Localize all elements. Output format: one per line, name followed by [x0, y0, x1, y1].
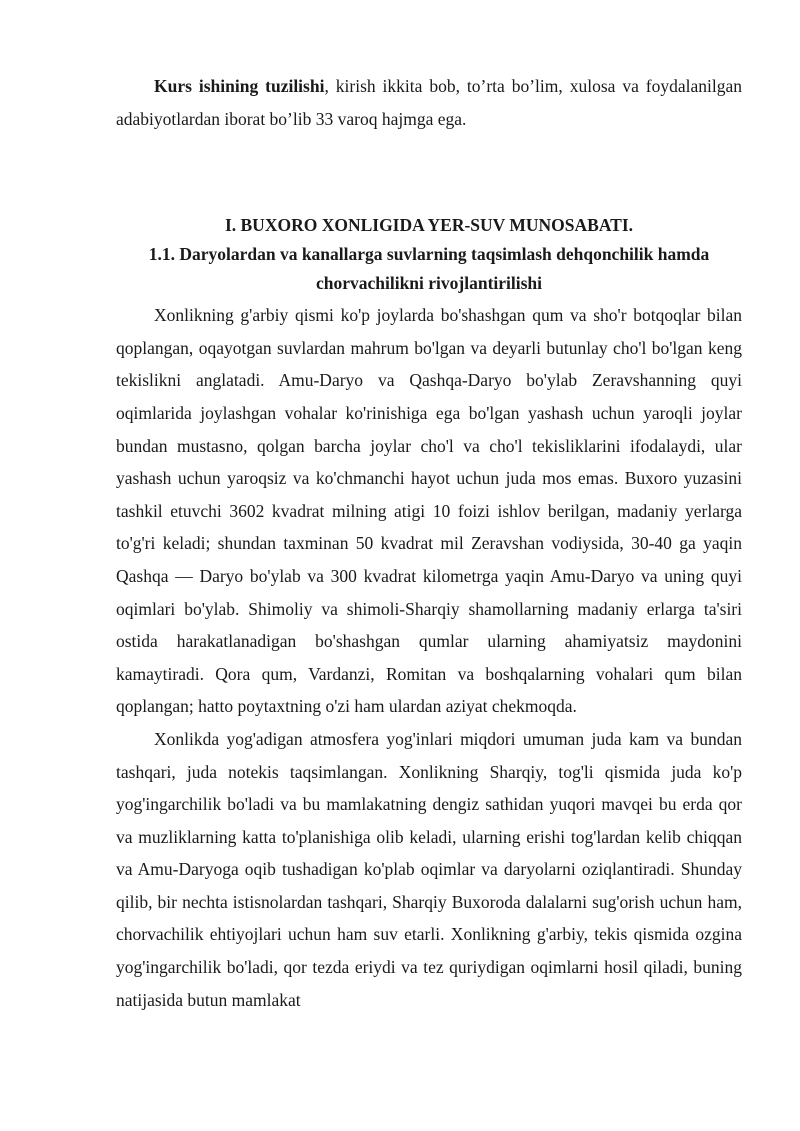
body-paragraph-1: Xonlikning g'arbiy qismi ko'p joylarda bo'shashgan qum va sho'r botqoqlar bilan qoplangan, oqayotgan suvlardan mahrum bo'lgan va deyarli butunlay cho'l bo'lgan keng tekislikni anglatadi. Amu-Daryo va Qashqa-Daryo bo'ylab Zeravshanning quyi oqimlarida joylashgan vohalar ko'rinishiga ega bo'lgan yashash uchun yaroqli joylar bundan mustasno, qolgan barcha joylar cho'l va cho'l tekisliklarini ifodalaydi, ular yashash uchun yaroqsiz va ko'chmanchi hayot uchun juda mos emas. Buxoro yuzasini tashkil etuvchi 3602 kvadrat milning atigi 10 foizi ishlov berilgan, madaniy yerlarga to'g'ri keladi; shundan taxminan 50 kvadrat mil Zeravshan vodiysida, 30-40 ga yaqin Qashqa — Daryo bo'ylab va 300 kvadrat kilometrga yaqin Amu-Daryo va uning quyi oqimlari bo'ylab. Shimoliy va shimoli-Sharqiy shamollarning madaniy erlarga ta'siri ostida harakatlanadigan bo'shashgan qumlar ularning ahamiyatsiz maydonini kamaytiradi. Qora qum, Vardanzi, Romitan va boshqalarning vohalari qum bilan qoplangan; hatto poytaxtning o'zi ham ulardan aziyat chekmoqda.	[116, 305, 742, 717]
intro-paragraph	[116, 70, 742, 135]
intro-text: , kirish ikkita bob, to’rta bo’lim, xulosa va foydalanilgan adabiyotlardan iborat bo’lib 33 varoq hajmga ega.	[116, 76, 742, 129]
chapter-title: I. BUXORO XONLIGIDA YER-SUV MUNOSABATI.	[224, 215, 634, 236]
intro-bold-lead: Kurs ishining tuzilishi	[154, 76, 325, 96]
section-title: 1.1. Daryolardan va kanallarga suvlarning taqsimlash dehqonchilik hamda chorvachilikni rivojlantirilishi	[148, 244, 710, 294]
document-page	[116, 70, 742, 1016]
body-paragraph-2: Xonlikda yog'adigan atmosfera yog'inlari miqdori umuman juda kam va bundan tashqari, juda notekis taqsimlangan. Xonlikning Sharqiy, tog'li qismida juda ko'p yog'ingarchilik bo'ladi va bu mamlakatning dengiz sathidan yuqori mavqei bu erda qor va muzliklarning katta to'planishiga olib keladi, ularning erishi tog'lardan kelib chiqqan va Amu-Daryoga oqib tushadigan ko'plab oqimlar va daryolarni oziqlantiradi. Shunday qilib, bir nechta istisnolardan tashqari, Sharqiy Buxoroda dalalarni sug'orish uchun ham, chorvachilik ehtiyojlari uchun ham suv etarli. Xonlikning g'arbiy, tekis qismida ozgina yog'ingarchilik bo'ladi, qor tezda eriydi va tez quriydigan oqimlarni hosil qiladi, buning natijasida butun mamlakat	[116, 728, 742, 1010]
